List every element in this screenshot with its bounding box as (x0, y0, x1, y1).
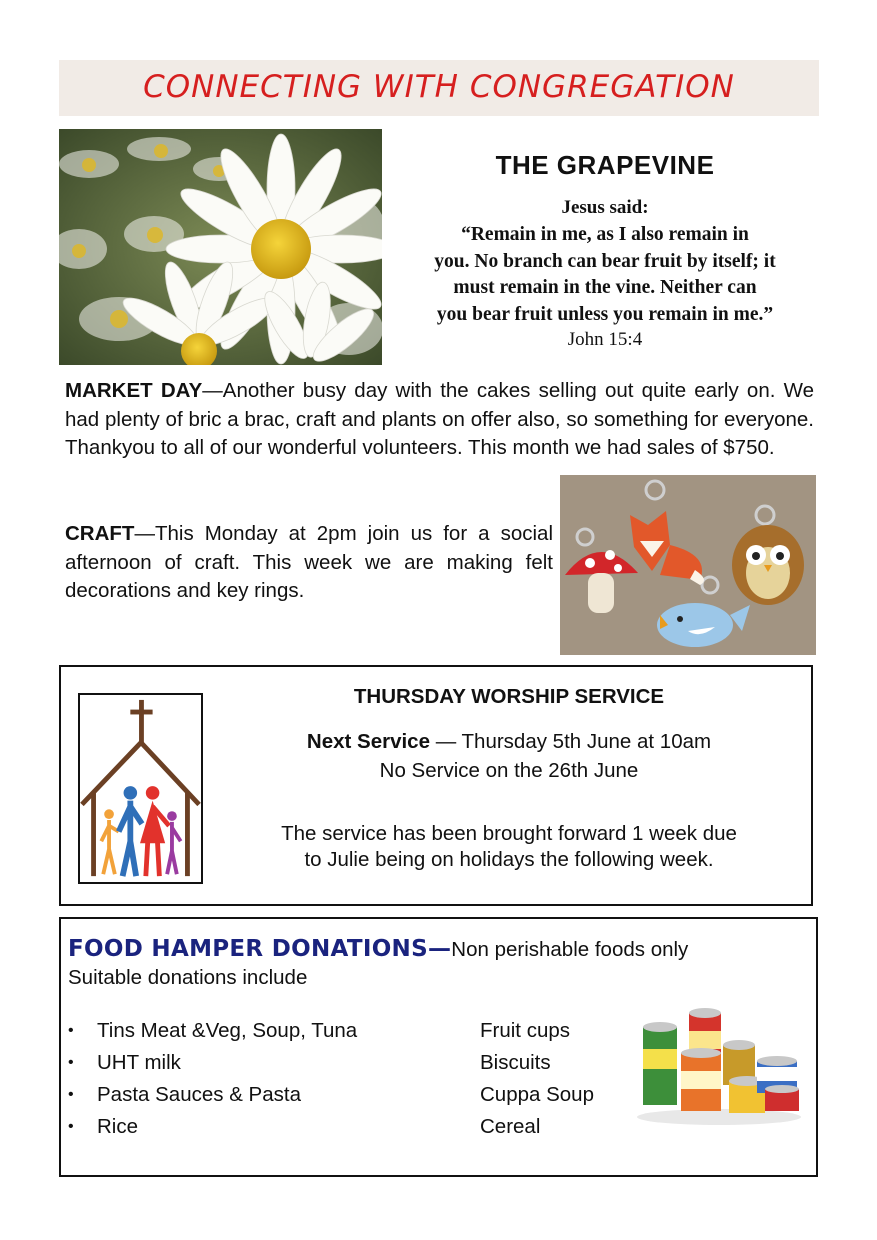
next-service-label: Next Service (306, 730, 430, 753)
quote-line: must remain in the vine. Neither can (453, 277, 757, 298)
quote-line: you. No branch can bear fruit by itself; it (434, 250, 776, 272)
list-item (68, 1049, 468, 1081)
list-item: Cuppa Soup (480, 1083, 594, 1106)
next-service-text: — Thursday 5th June at 10am (430, 730, 712, 753)
list-item (68, 1017, 468, 1049)
grapevine-reference: John 15:4 (567, 329, 643, 350)
donation-list-right (480, 1017, 640, 1145)
list-item: Biscuits (480, 1051, 551, 1074)
list-item-text: Tins Meat &Veg, Soup, Tuna (97, 1019, 358, 1042)
donation-list-left (68, 1017, 468, 1145)
food-hamper-title: FOOD HAMPER DONATIONS— (68, 936, 452, 962)
food-hamper-heading (68, 936, 808, 962)
quote-line: “Remain in me, as I also remain in (461, 224, 749, 245)
craft-paragraph (65, 520, 553, 606)
bullet-icon: • (68, 1054, 74, 1071)
list-item (68, 1081, 468, 1113)
market-day-text: —Another busy day with the cakes selling out quite early on. We had plenty of bric a brac, craft and plants on offer also, so something for everyone. Thankyou to all of our wonderful volunteers. This month we had sales of $750. (65, 379, 814, 459)
church-family-icon (78, 693, 203, 884)
craft-text: —This Monday at 2pm join us for a social afternoon of craft. This week we are making felt decorations and key rings. (65, 522, 553, 602)
felt-keyrings-photo (560, 475, 816, 655)
page-title: CONNECTING WITH CONGREGATION (143, 69, 735, 105)
market-day-label: MARKET DAY (65, 379, 203, 402)
food-hamper-note: Non perishable foods only (451, 938, 689, 961)
description-line: to Julie being on holidays the following week. (304, 847, 714, 871)
grapevine-said: Jesus said: (561, 197, 649, 218)
description-line: The service has been brought forward 1 week due (281, 822, 737, 845)
grapevine-title: THE GRAPEVINE (495, 150, 715, 180)
list-item (68, 1113, 468, 1145)
food-hamper-subtitle: Suitable donations include (68, 966, 308, 989)
bullet-icon: • (68, 1022, 74, 1039)
list-item-text: Rice (97, 1115, 139, 1138)
bullet-icon: • (68, 1086, 74, 1103)
list-item: Fruit cups (480, 1019, 570, 1042)
no-service-note: No Service on the 26th June (379, 759, 639, 782)
craft-label: CRAFT (65, 522, 135, 545)
list-item: Cereal (480, 1115, 541, 1138)
list-item-text: UHT milk (97, 1051, 181, 1074)
worship-title: THURSDAY WORSHIP SERVICE (353, 685, 665, 708)
quote-line: you bear fruit unless you remain in me.” (436, 303, 774, 325)
daisy-photo (59, 129, 382, 365)
canned-food-icon (633, 1005, 805, 1127)
market-day-paragraph (65, 377, 814, 463)
list-item-text: Pasta Sauces & Pasta (97, 1083, 301, 1106)
worship-description (222, 821, 796, 872)
bullet-icon: • (68, 1118, 74, 1135)
next-service (240, 730, 778, 754)
grapevine-quote (388, 222, 822, 328)
